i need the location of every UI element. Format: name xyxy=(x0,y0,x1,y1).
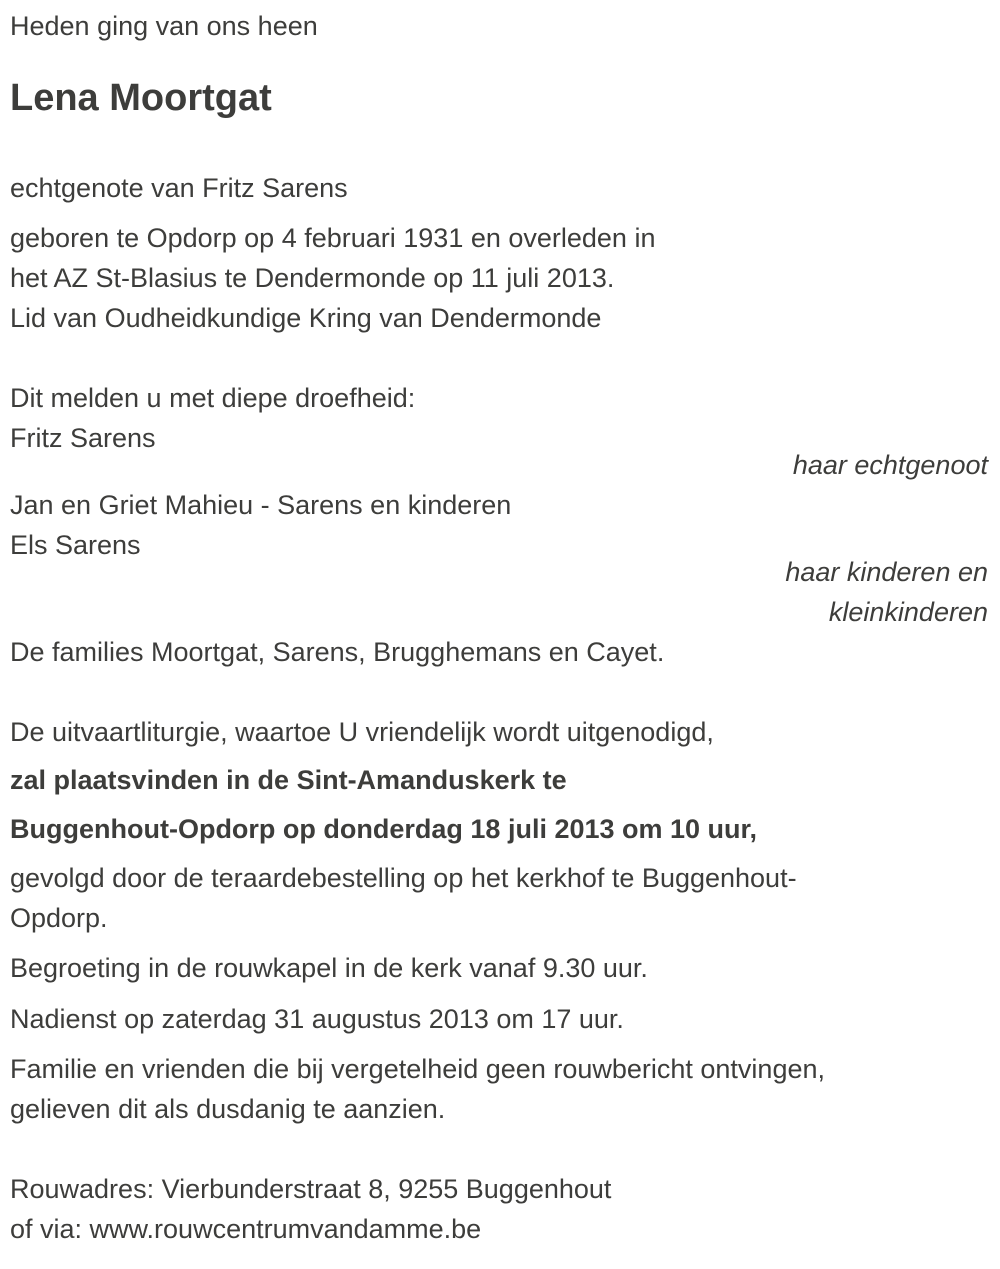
website-line: of via: www.rouwcentrumvandamme.be xyxy=(10,1214,482,1244)
burial-line-2: Opdorp. xyxy=(10,903,108,933)
intro-line: Heden ging van ons heen xyxy=(10,11,318,41)
birth-death-line-2: het AZ St-Blasius te Dendermonde op 11 juli 2013. xyxy=(10,263,615,293)
contact-section xyxy=(10,1169,988,1249)
mourning-address: Rouwadres: Vierbunderstraat 8, 9255 Buggenhout xyxy=(10,1174,612,1204)
relation-children-1: haar kinderen en xyxy=(785,557,988,587)
relation-children-2: kleinkinderen xyxy=(828,597,988,627)
mourners-section xyxy=(10,378,988,672)
service-section xyxy=(10,712,988,1129)
service-location-line-2: Buggenhout-Opdorp op donderdag 18 juli 2013 om 10 uur, xyxy=(10,814,758,844)
announcement-line: Dit melden u met diepe droefheid: xyxy=(10,383,416,413)
mourner-husband: Fritz Sarens xyxy=(10,423,156,453)
birth-death-line-1: geboren te Opdorp op 4 februari 1931 en overleden in xyxy=(10,223,656,253)
service-location-line-1: zal plaatsvinden in de Sint-Amanduskerk te xyxy=(10,765,567,795)
apology-line-1: Familie en vrienden die bij vergetelheid geen rouwbericht ontvingen, xyxy=(10,1054,825,1084)
mourner-children-2: Els Sarens xyxy=(10,530,141,560)
spouse-line: echtgenote van Fritz Sarens xyxy=(10,173,348,203)
deceased-name: Lena Moortgat xyxy=(10,77,272,119)
service-intro: De uitvaartliturgie, waartoe U vriendelijk wordt uitgenodigd, xyxy=(10,717,714,747)
mourner-children-1: Jan en Griet Mahieu - Sarens en kinderen xyxy=(10,490,512,520)
apology-line-2: gelieven dit als dusdanig te aanzien. xyxy=(10,1094,446,1124)
membership-line: Lid van Oudheidkundige Kring van Dendermonde xyxy=(10,303,602,333)
burial-line-1: gevolgd door de teraardebestelling op het kerkhof te Buggenhout- xyxy=(10,863,797,893)
families-line: De families Moortgat, Sarens, Brugghemans en Cayet. xyxy=(10,637,665,667)
relation-husband: haar echtgenoot xyxy=(792,450,988,480)
greeting-line: Begroeting in de rouwkapel in de kerk vanaf 9.30 uur. xyxy=(10,953,648,983)
memorial-service-line: Nadienst op zaterdag 31 augustus 2013 om 17 uur. xyxy=(10,1004,624,1034)
header-section xyxy=(10,6,988,338)
